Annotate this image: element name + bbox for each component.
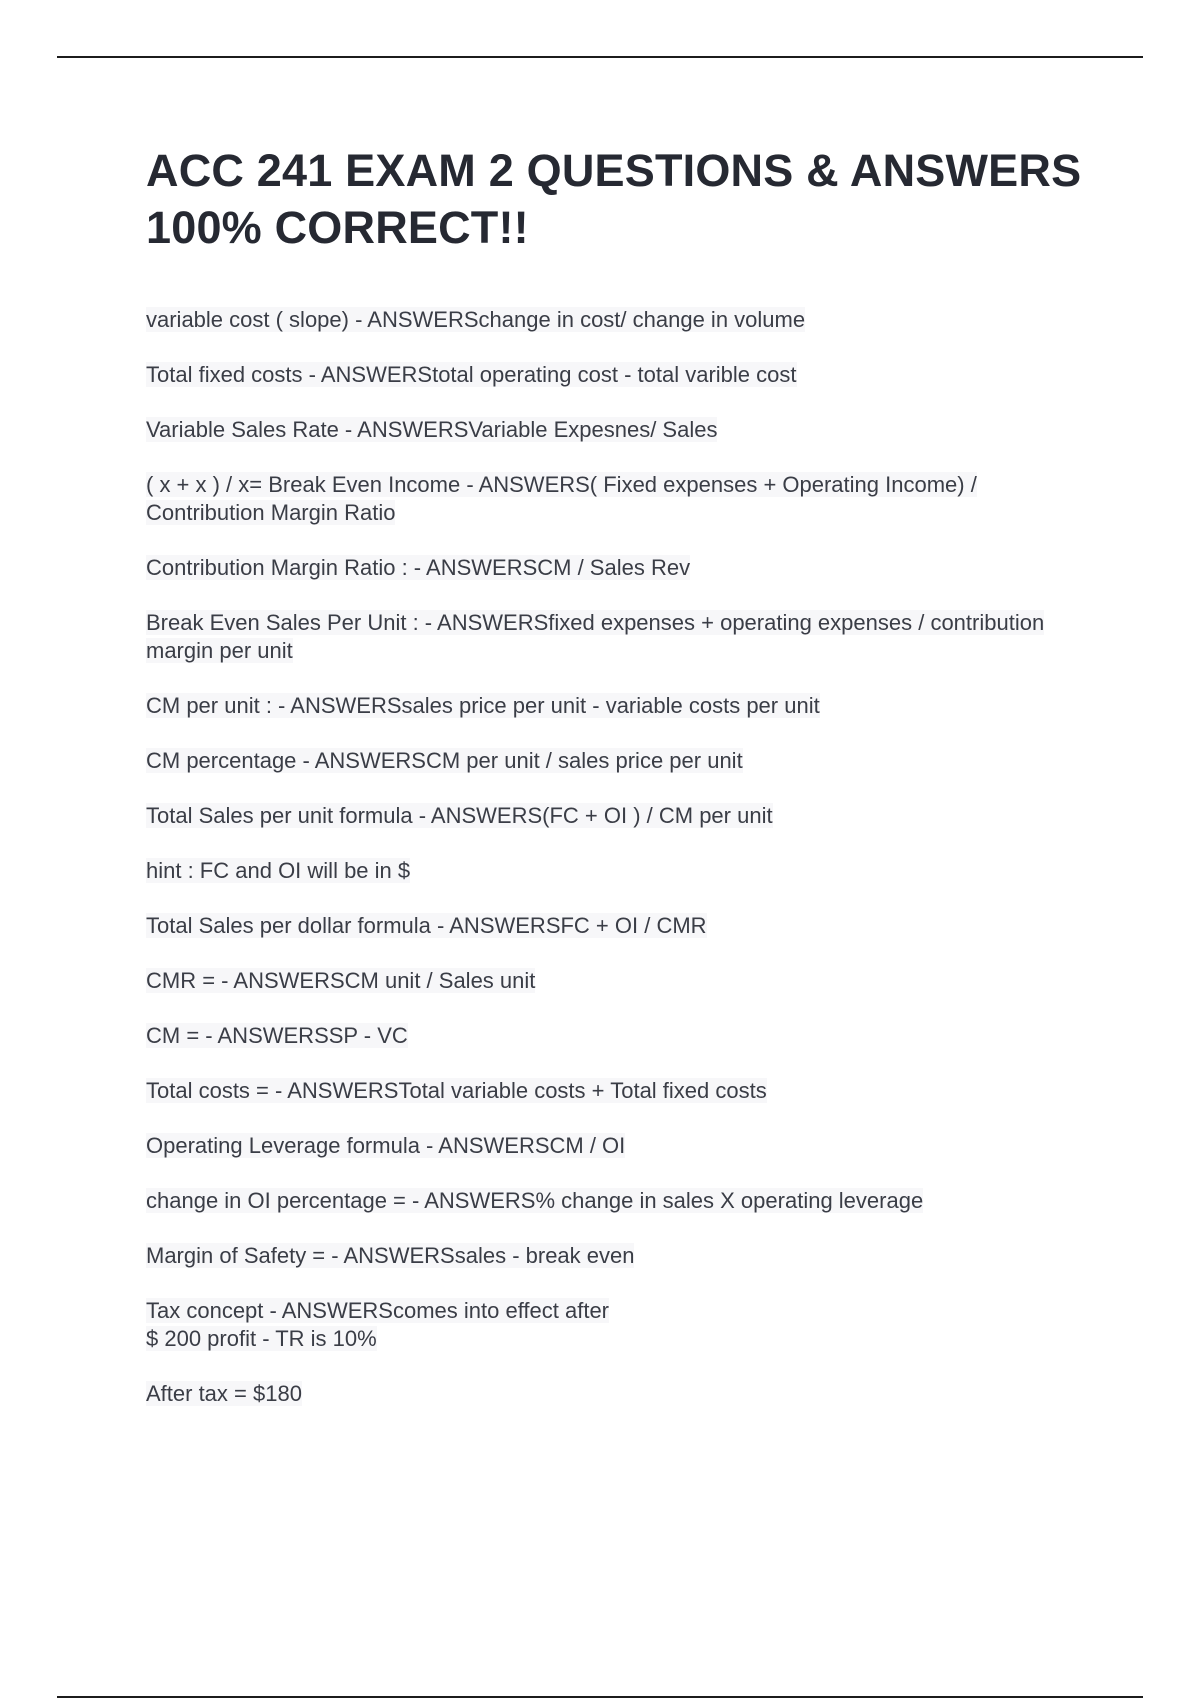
qa-item: Contribution Margin Ratio : - ANSWERSCM / Sales Rev xyxy=(146,555,691,580)
qa-item: Variable Sales Rate - ANSWERSVariable Expesnes/ Sales xyxy=(146,417,718,442)
qa-item: CM per unit : - ANSWERSsales price per unit - variable costs per unit xyxy=(146,693,820,718)
qa-item: Total Sales per dollar formula - ANSWERSFC + OI / CMR xyxy=(146,913,707,938)
qa-item: Total costs = - ANSWERSTotal variable costs + Total fixed costs xyxy=(146,1078,767,1103)
qa-item: ( x + x ) / x= Break Even Income - ANSWERS( Fixed expenses + Operating Income) / Contribution Margin Ratio xyxy=(146,472,977,525)
qa-item: change in OI percentage = - ANSWERS% change in sales X operating leverage xyxy=(146,1188,924,1213)
qa-item: CM = - ANSWERSSP - VC xyxy=(146,1023,408,1048)
bottom-divider xyxy=(57,1696,1143,1698)
document-title: ACC 241 EXAM 2 QUESTIONS & ANSWERS 100% CORRECT!! xyxy=(146,145,1082,253)
qa-item: variable cost ( slope) - ANSWERSchange in cost/ change in volume xyxy=(146,307,806,332)
qa-item: hint : FC and OI will be in $ xyxy=(146,858,411,883)
qa-item: After tax = $180 xyxy=(146,1381,302,1406)
document-body xyxy=(146,142,1086,1435)
qa-item: CMR = - ANSWERSCM unit / Sales unit xyxy=(146,968,536,993)
qa-list xyxy=(146,306,1086,1408)
qa-item: Break Even Sales Per Unit : - ANSWERSfixed expenses + operating expenses / contribution margin per unit xyxy=(146,610,1045,663)
qa-item: CM percentage - ANSWERSCM per unit / sales price per unit xyxy=(146,748,743,773)
qa-item: Operating Leverage formula - ANSWERSCM / OI xyxy=(146,1133,626,1158)
top-divider xyxy=(57,56,1143,58)
qa-item: Total Sales per unit formula - ANSWERS(FC + OI ) / CM per unit xyxy=(146,803,773,828)
qa-item: Margin of Safety = - ANSWERSsales - break even xyxy=(146,1243,635,1268)
qa-item: Total fixed costs - ANSWERStotal operating cost - total varible cost xyxy=(146,362,797,387)
qa-item: Tax concept - ANSWERScomes into effect after $ 200 profit - TR is 10% xyxy=(146,1298,610,1351)
